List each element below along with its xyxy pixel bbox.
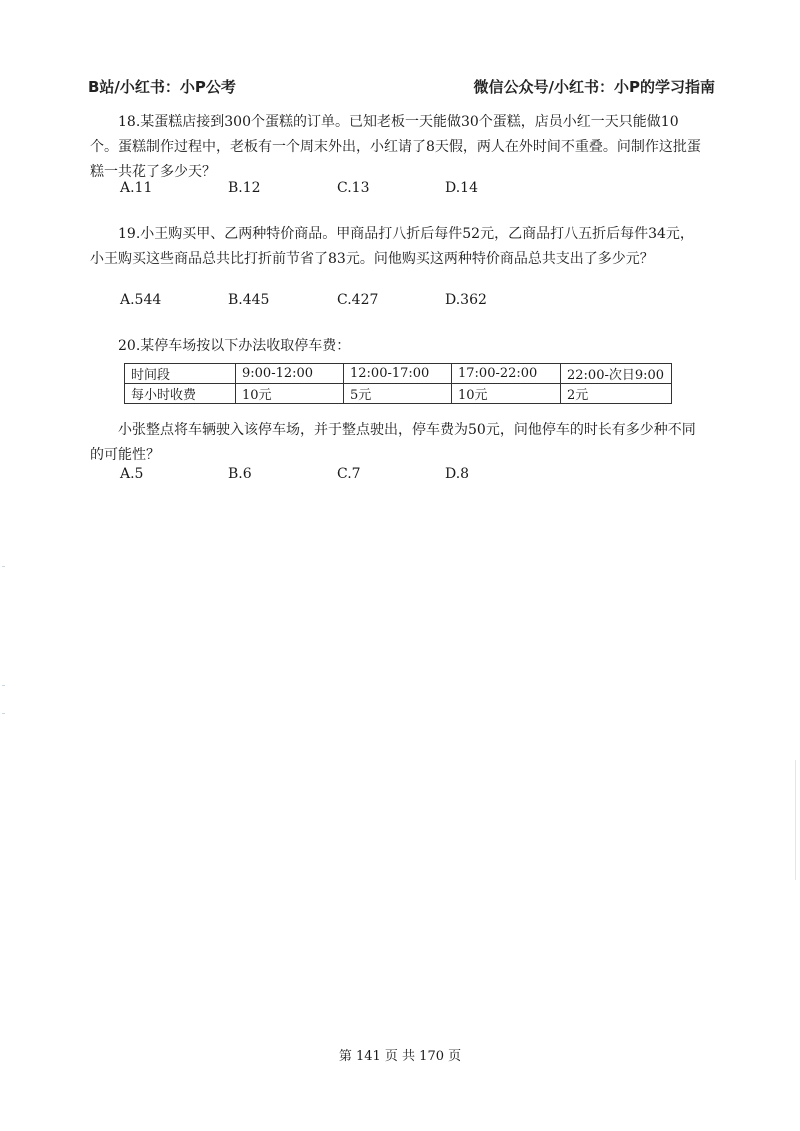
scan-edge-mark <box>2 566 5 567</box>
option-b: B.445 <box>228 292 270 308</box>
option-a: A.544 <box>120 292 162 308</box>
table-cell: 10元 <box>236 384 344 404</box>
option-d: D.362 <box>445 292 487 308</box>
option-c: C.427 <box>337 292 379 308</box>
header-left: B站/小红书：小P公考 <box>88 78 236 96</box>
table-cell: 10元 <box>452 384 561 404</box>
option-c: C.7 <box>337 466 361 482</box>
question-20-text: 小张整点将车辆驶入该停车场，并于整点驶出，停车费为50元，问他停车的时长有多少种不同的可能性？ <box>90 422 696 463</box>
page-number: 第 141 页 共 170 页 <box>338 1049 462 1064</box>
option-b: B.6 <box>228 466 252 482</box>
question-20-intro: 20.某停车场按以下办法收取停车费： <box>118 338 351 354</box>
option-b: B.12 <box>228 180 261 196</box>
option-c: C.13 <box>337 180 370 196</box>
option-a: A.11 <box>120 180 153 196</box>
option-a: A.5 <box>120 466 144 482</box>
scan-edge-line <box>795 760 796 880</box>
table-cell: 12:00-17:00 <box>344 364 452 384</box>
table-cell: 时间段 <box>125 364 236 384</box>
option-d: D.8 <box>445 466 470 482</box>
question-18-text: 18.某蛋糕店接到300个蛋糕的订单。已知老板一天能做30个蛋糕，店员小红一天只能做10个。蛋糕制作过程中，老板有一个周末外出，小红请了8天假，两人在外时间不重叠。问制作这批蛋糕一共花了多少天？ <box>90 114 701 180</box>
table-row <box>125 384 672 404</box>
table-cell: 22:00-次日9:00 <box>561 364 672 384</box>
scan-edge-mark <box>2 713 5 714</box>
table-cell: 5元 <box>344 384 452 404</box>
option-d: D.14 <box>445 180 478 196</box>
question-19-text: 19.小王购买甲、乙两种特价商品。甲商品打八折后每件52元，乙商品打八五折后每件34元，小王购买这些商品总共比打折前节省了83元。问他购买这两种特价商品总共支出了多少元？ <box>90 226 694 267</box>
table-cell: 17:00-22:00 <box>452 364 561 384</box>
scan-edge-mark <box>2 685 5 686</box>
table-header-row <box>125 364 672 384</box>
table-cell: 每小时收费 <box>125 384 236 404</box>
header-right: 微信公众号/小红书：小P的学习指南 <box>473 78 715 96</box>
table-cell: 9:00-12:00 <box>236 364 344 384</box>
parking-fee-table <box>124 363 672 404</box>
table-cell: 2元 <box>561 384 672 404</box>
